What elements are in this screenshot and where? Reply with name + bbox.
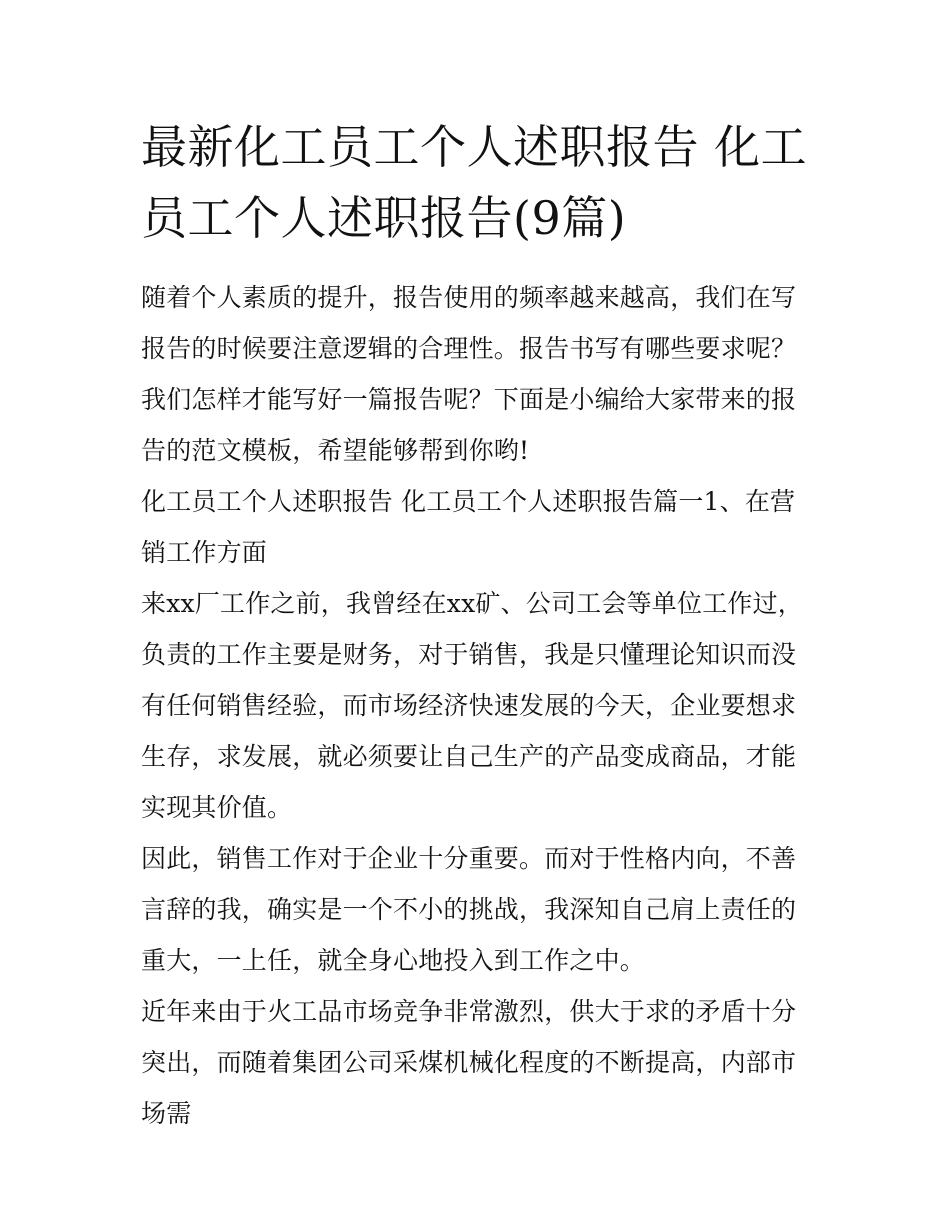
paragraph-market: 近年来由于火工品市场竞争非常激烈，供大于求的矛盾十分突出，而随着集团公司采煤机械化程度的不断提高，内部市场需 <box>141 997 797 1128</box>
paragraph-intro: 随着个人素质的提升，报告使用的频率越来越高，我们在写报告的时候要注意逻辑的合理性。报告书写有哪些要求呢？我们怎样才能写好一篇报告呢？下面是小编给大家带来的报告的范文模板，希望能够帮到你哟! <box>141 283 797 465</box>
document-body <box>141 112 813 1139</box>
paragraph-background: 来xx厂工作之前，我曾经在xx矿、公司工会等单位工作过，负责的工作主要是财务，对于销售，我是只懂理论知识而没有任何销售经验，而市场经济快速发展的今天，企业要想求生存，求发展，就必须要让自己生产的产品变成商品，才能实现其价值。 <box>141 589 803 822</box>
paragraph-challenge: 因此，销售工作对于企业十分重要。而对于性格内向，不善言辞的我，确实是一个不小的挑战，我深知自己肩上责任的重大，一上任，就全身心地投入到工作之中。 <box>141 844 797 975</box>
document-title: 最新化工员工个人述职报告 化工员工个人述职报告(9篇) <box>141 120 808 245</box>
paragraph-section-heading: 化工员工个人述职报告 化工员工个人述职报告篇一1、在营销工作方面 <box>141 487 796 567</box>
